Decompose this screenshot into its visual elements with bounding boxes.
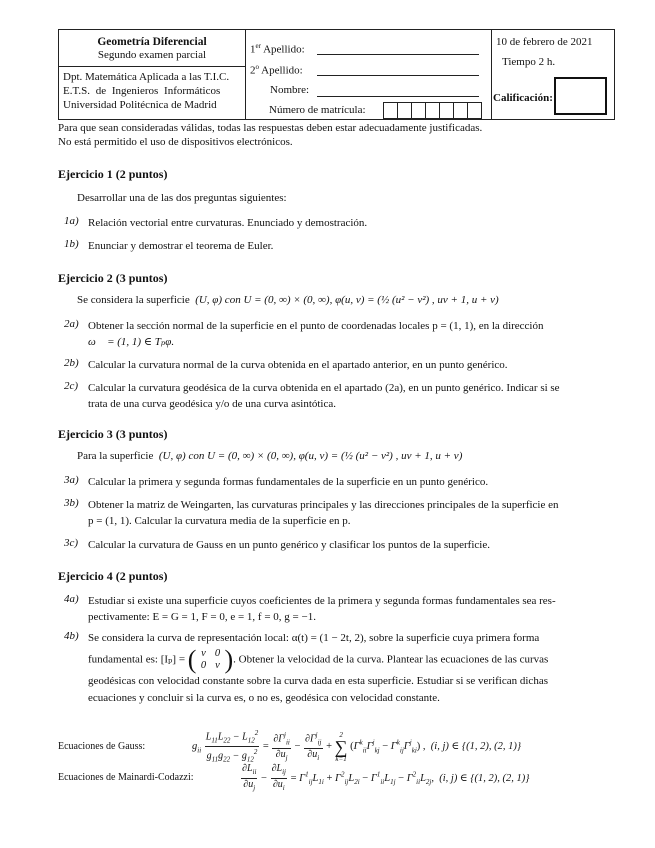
first-surname-label: 1er Apellido: — [250, 42, 305, 56]
gauss-index-set: (i, j) ∈ {(1, 2), (2, 1)} — [430, 741, 522, 753]
exercise-1-title: Ejercicio 1 (2 puntos) — [58, 167, 168, 181]
enrollment-number-boxes[interactable] — [384, 102, 482, 119]
enrollment-digit-box[interactable] — [439, 102, 454, 119]
exercise-2-title: Ejercicio 2 (3 puntos) — [58, 271, 168, 285]
student-fields-cell — [246, 30, 492, 119]
enrollment-label: Número de matrícula: — [269, 104, 366, 116]
exam-header-table — [58, 29, 615, 120]
course-cell — [59, 30, 246, 119]
exam-date: 10 de febrero de 2021 — [496, 36, 593, 48]
department-line: Dpt. Matemática Aplicada a las T.I.C. — [63, 71, 230, 83]
exercise-1-intro: Desarrollar una de las dos preguntas siguientes: — [77, 192, 287, 204]
department-line: E.T.S. de Ingenieros Informáticos — [63, 85, 221, 97]
surface-definition: (U, φ) con U = (0, ∞) × (0, ∞), φ(u, v) = (½ (u² − v²) , uv + 1, u + v) — [158, 450, 463, 462]
exercise-2-intro: Se considera la superficie (U, φ) con U = (0, ∞) × (0, ∞), φ(u, v) = (½ (u² − v²) , uv + 1, u + v) — [77, 294, 499, 306]
grade-box[interactable] — [554, 77, 607, 115]
department-block — [63, 70, 243, 112]
date-grade-cell — [492, 30, 614, 119]
course-title: Geometría Diferencial — [97, 36, 207, 48]
name-field[interactable] — [317, 96, 479, 97]
surface-definition: (U, φ) con U = (0, ∞) × (0, ∞), φ(u, v) = (½ (u² − v²) , uv + 1, u + v) — [195, 294, 499, 306]
enrollment-digit-box[interactable] — [397, 102, 412, 119]
codazzi-index-set: (i, j) ∈ {(1, 2), (2, 1)} — [439, 772, 530, 784]
enrollment-digit-box[interactable] — [453, 102, 468, 119]
codazzi-equations-label: Ecuaciones de Mainardi-Codazzi: — [58, 772, 194, 783]
name-label: Nombre: — [270, 84, 310, 96]
exam-duration: Tiempo 2 h. — [502, 56, 556, 68]
exercise-3-intro: Para la superficie (U, φ) con U = (0, ∞) × (0, ∞), φ(u, v) = (½ (u² − v²) , uv + 1, u + v) — [77, 450, 463, 462]
exam-name: Segundo examen parcial — [97, 49, 207, 61]
second-surname-field[interactable] — [317, 75, 479, 76]
enrollment-digit-box[interactable] — [425, 102, 440, 119]
enrollment-digit-box[interactable] — [383, 102, 398, 119]
department-line: Universidad Politécnica de Madrid — [63, 99, 217, 111]
codazzi-equation: $\frac{\partial L_{ii}}{\partial u_j}$ − $\frac{\partial L_{ij}}{\partial u_i}$ = $\Gamma^1_{ij}L_{1i} + \Gamma^2_{ij}L_{2i} - \Gamma^1_{ii}L_{1j} - \Gamma^2_{ii}L_{2j}$, (i, j) ∈ {(1, 2), (2, 1)} — [242, 763, 530, 792]
enrollment-digit-box[interactable] — [411, 102, 426, 119]
grade-label: Calificación: — [493, 92, 553, 104]
second-surname-label: 2$^o$ Apellido: — [250, 63, 303, 77]
exercise-3-title: Ejercicio 3 (3 puntos) — [58, 427, 168, 441]
gauss-equation: $g_{ii}$ $\frac{L_{11}L_{22} - L_{12}^2}{g_{11}g_{22} - g_{12}^2}$ = $\frac{\partial\Gamma^j_{ii}}{\partial u_j}$ − $\frac{\partial\Gamma^j_{ij}}{\partial u_i}$ + 2 ∑ k=1 $(\Gamma^k_{ii}\Gamma^j_{kj} - \Gamma^k_{ij}\Gamma^j_{ki})$ , (i, j) ∈ {(1, 2), (2, 1)} — [192, 729, 522, 764]
first-surname-field[interactable] — [317, 54, 479, 55]
instruction-line: No está permitido el uso de dispositivos electrónicos. — [58, 136, 293, 148]
exercise-4-title: Ejercicio 4 (2 puntos) — [58, 569, 168, 583]
gauss-equations-label: Ecuaciones de Gauss: — [58, 741, 146, 752]
enrollment-digit-box[interactable] — [467, 102, 482, 119]
first-fundamental-form-matrix: ( v 0 0 v ) — [187, 645, 234, 674]
course-title-block — [59, 30, 245, 67]
instruction-line: Para que sean consideradas válidas, todas las respuestas deben estar adecuadamente justificadas. — [58, 122, 483, 134]
